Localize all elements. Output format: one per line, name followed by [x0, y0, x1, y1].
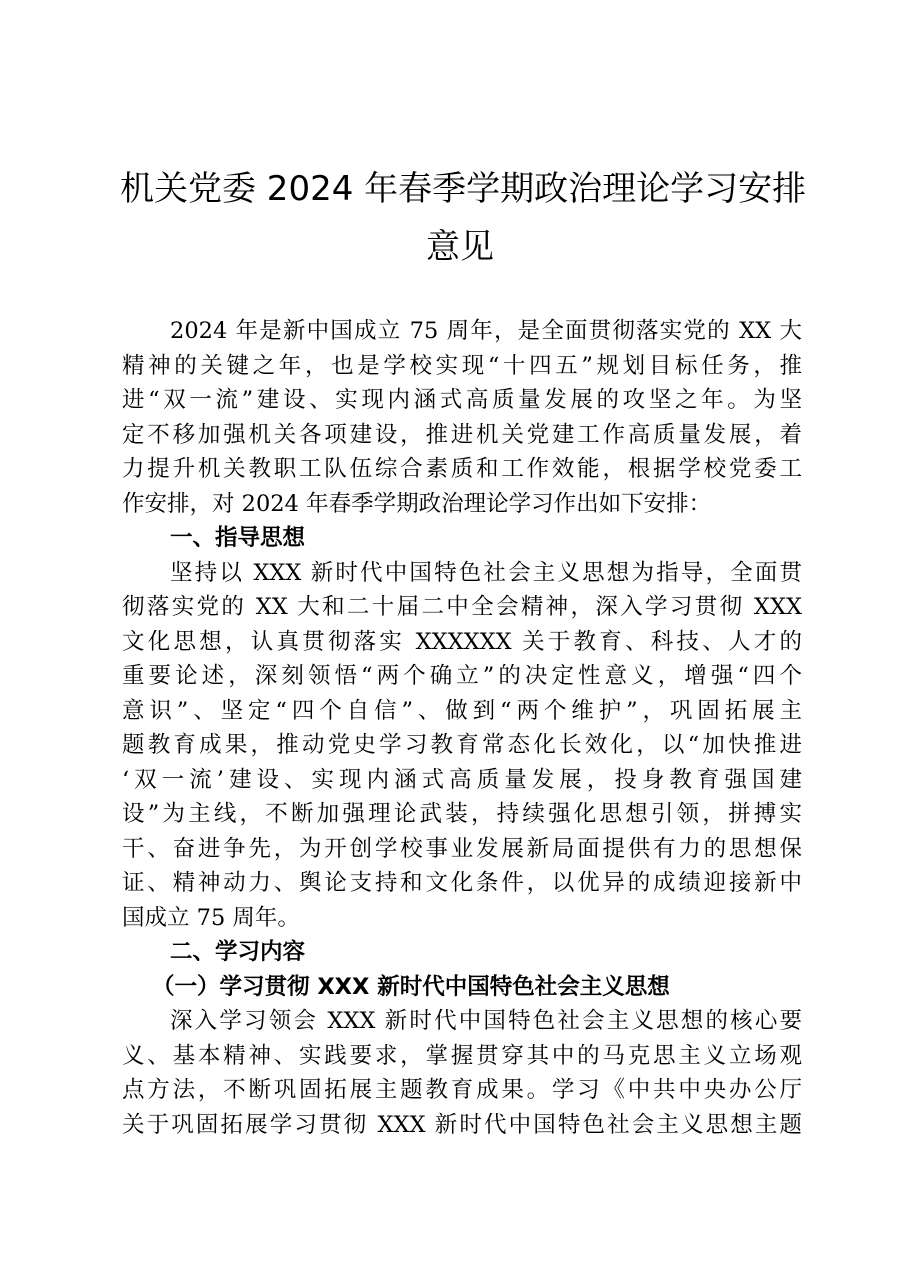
guiding-thought-line: 坚持以 XXX 新时代中国特色社会主义思想为指导，全面贯	[170, 559, 802, 586]
study-content-line: 深入学习领会 XXX 新时代中国特色社会主义思想的核心要	[170, 1008, 802, 1034]
intro-line: 2024 年是新中国成立 75 周年，是全面贯彻落实党的 XX 大	[170, 318, 802, 344]
guiding-thought-line: 彻落实党的 XX 大和二十届二中全会精神，深入学习贯彻 XXX	[122, 594, 802, 620]
guiding-thought-line: 题教育成果，推动党史学习教育常态化长效化，以“加快推进	[122, 732, 802, 758]
document-body	[122, 314, 802, 1142]
intro-line: 定不移加强机关各项建设，推进机关党建工作高质量发展，着	[122, 421, 802, 448]
guiding-thought-line: 干、奋进争先，为开创学校事业发展新局面提供有力的思想保	[122, 835, 802, 862]
subsection-heading-1: （一）学习贯彻 XXX 新时代中国特色社会主义思想	[152, 973, 670, 1000]
intro-line: 进“双一流”建设、实现内涵式高质量发展的攻坚之年。为坚	[122, 387, 802, 413]
study-content-line: 关于巩固拓展学习贯彻 XXX 新时代中国特色社会主义思想主题	[122, 1111, 802, 1138]
document-title	[120, 160, 807, 276]
study-content-line: 义、基本精神、实践要求，掌握贯穿其中的马克思主义立场观	[122, 1042, 802, 1069]
intro-line: 力提升机关教职工队伍综合素质和工作效能，根据学校党委工	[122, 456, 802, 482]
title-line-2: 意见	[426, 227, 494, 267]
guiding-thought-line: 证、精神动力、舆论支持和文化条件，以优异的成绩迎接新中	[122, 870, 802, 896]
intro-line: 精神的关键之年，也是学校实现“十四五”规划目标任务，推	[122, 352, 802, 379]
section-heading-study-content: 二、学习内容	[170, 939, 306, 965]
title-line-1: 机关党委 2024 年春季学期政治理论学习安排	[120, 169, 807, 209]
guiding-thought-line: 设”为主线，不断加强理论武装，持续强化思想引领，拼搏实	[122, 801, 802, 827]
guiding-thought-line: 重要论述，深刻领悟“两个确立”的决定性意义，增强“四个	[122, 663, 802, 689]
guiding-thought-line: 国成立 75 周年。	[122, 904, 300, 931]
intro-line: 作安排，对 2024 年春季学期政治理论学习作出如下安排：	[122, 490, 712, 517]
guiding-thought-line: ‘双一流’建设、实现内涵式高质量发展，投身教育强国建	[122, 766, 802, 793]
guiding-thought-line: 文化思想，认真贯彻落实 XXXXXX 关于教育、科技、人才的	[122, 628, 802, 655]
guiding-thought-line: 意识”、坚定“四个自信”、做到“两个维护”，巩固拓展主	[122, 697, 802, 724]
study-content-line: 点方法，不断巩固拓展主题教育成果。学习《中共中央办公厅	[122, 1077, 802, 1103]
section-heading-guiding-thought: 一、指导思想	[170, 525, 306, 551]
